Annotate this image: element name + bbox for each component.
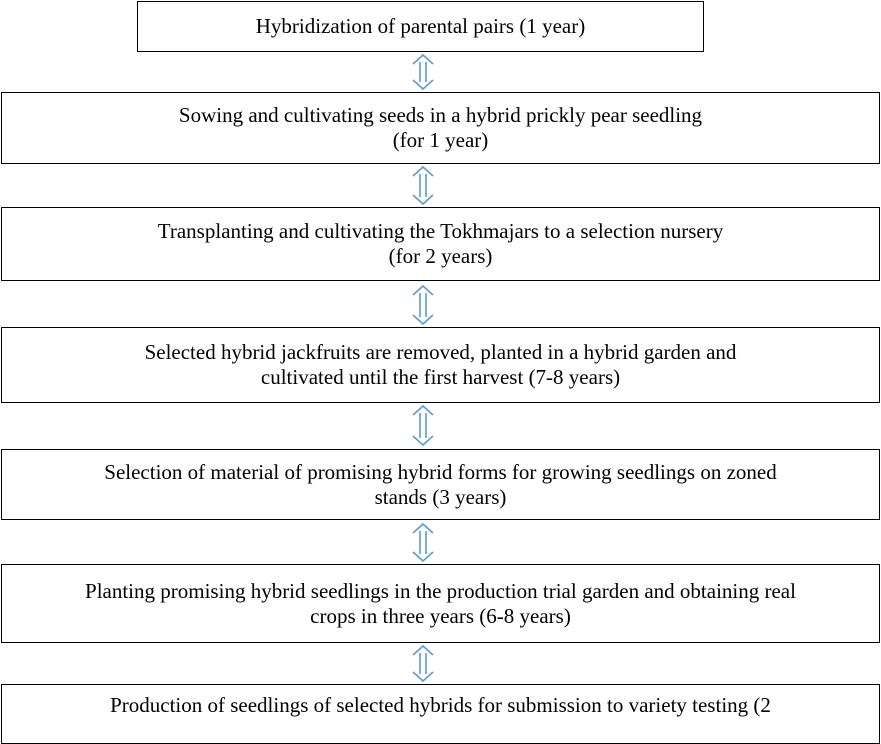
step-3-line-2: (for 2 years) — [388, 244, 493, 268]
step-3-box — [1, 207, 880, 281]
step-2-line-2: (for 1 year) — [392, 128, 489, 152]
bidirectional-arrow-icon — [410, 285, 436, 325]
step-7-line-1: Production of seedlings of selected hybrids for submission to variety testing (2 — [110, 693, 771, 717]
bidirectional-arrow-icon — [410, 405, 436, 446]
bidirectional-arrow-icon — [410, 54, 436, 90]
step-1-box — [137, 1, 704, 52]
step-2-line-1: Sowing and cultivating seeds in a hybrid prickly pear seedling — [178, 103, 703, 127]
step-2-box — [1, 92, 880, 164]
step-4-line-2: cultivated until the first harvest (7-8 years) — [260, 365, 621, 389]
step-4-line-1: Selected hybrid jackfruits are removed, planted in a hybrid garden and — [144, 340, 737, 364]
step-5-line-2: stands (3 years) — [374, 484, 507, 509]
step-3-line-1: Transplanting and cultivating the Tokhmajars to a selection nursery — [157, 219, 724, 243]
step-6-line-1: Planting promising hybrid seedlings in the production trial garden and obtaining real — [85, 578, 796, 603]
step-5-line-1: Selection of material of promising hybrid forms for growing seedlings on zoned — [104, 459, 777, 484]
step-6-box — [1, 564, 880, 643]
bidirectional-arrow-icon — [410, 523, 436, 562]
bidirectional-arrow-icon — [410, 166, 436, 205]
step-4-box — [1, 327, 880, 403]
step-6-line-2: crops in three years (6-8 years) — [310, 603, 571, 628]
step-5-box — [1, 449, 880, 520]
step-7-box — [1, 684, 880, 744]
bidirectional-arrow-icon — [410, 645, 436, 682]
step-1-line-1: Hybridization of parental pairs (1 year) — [255, 14, 586, 38]
